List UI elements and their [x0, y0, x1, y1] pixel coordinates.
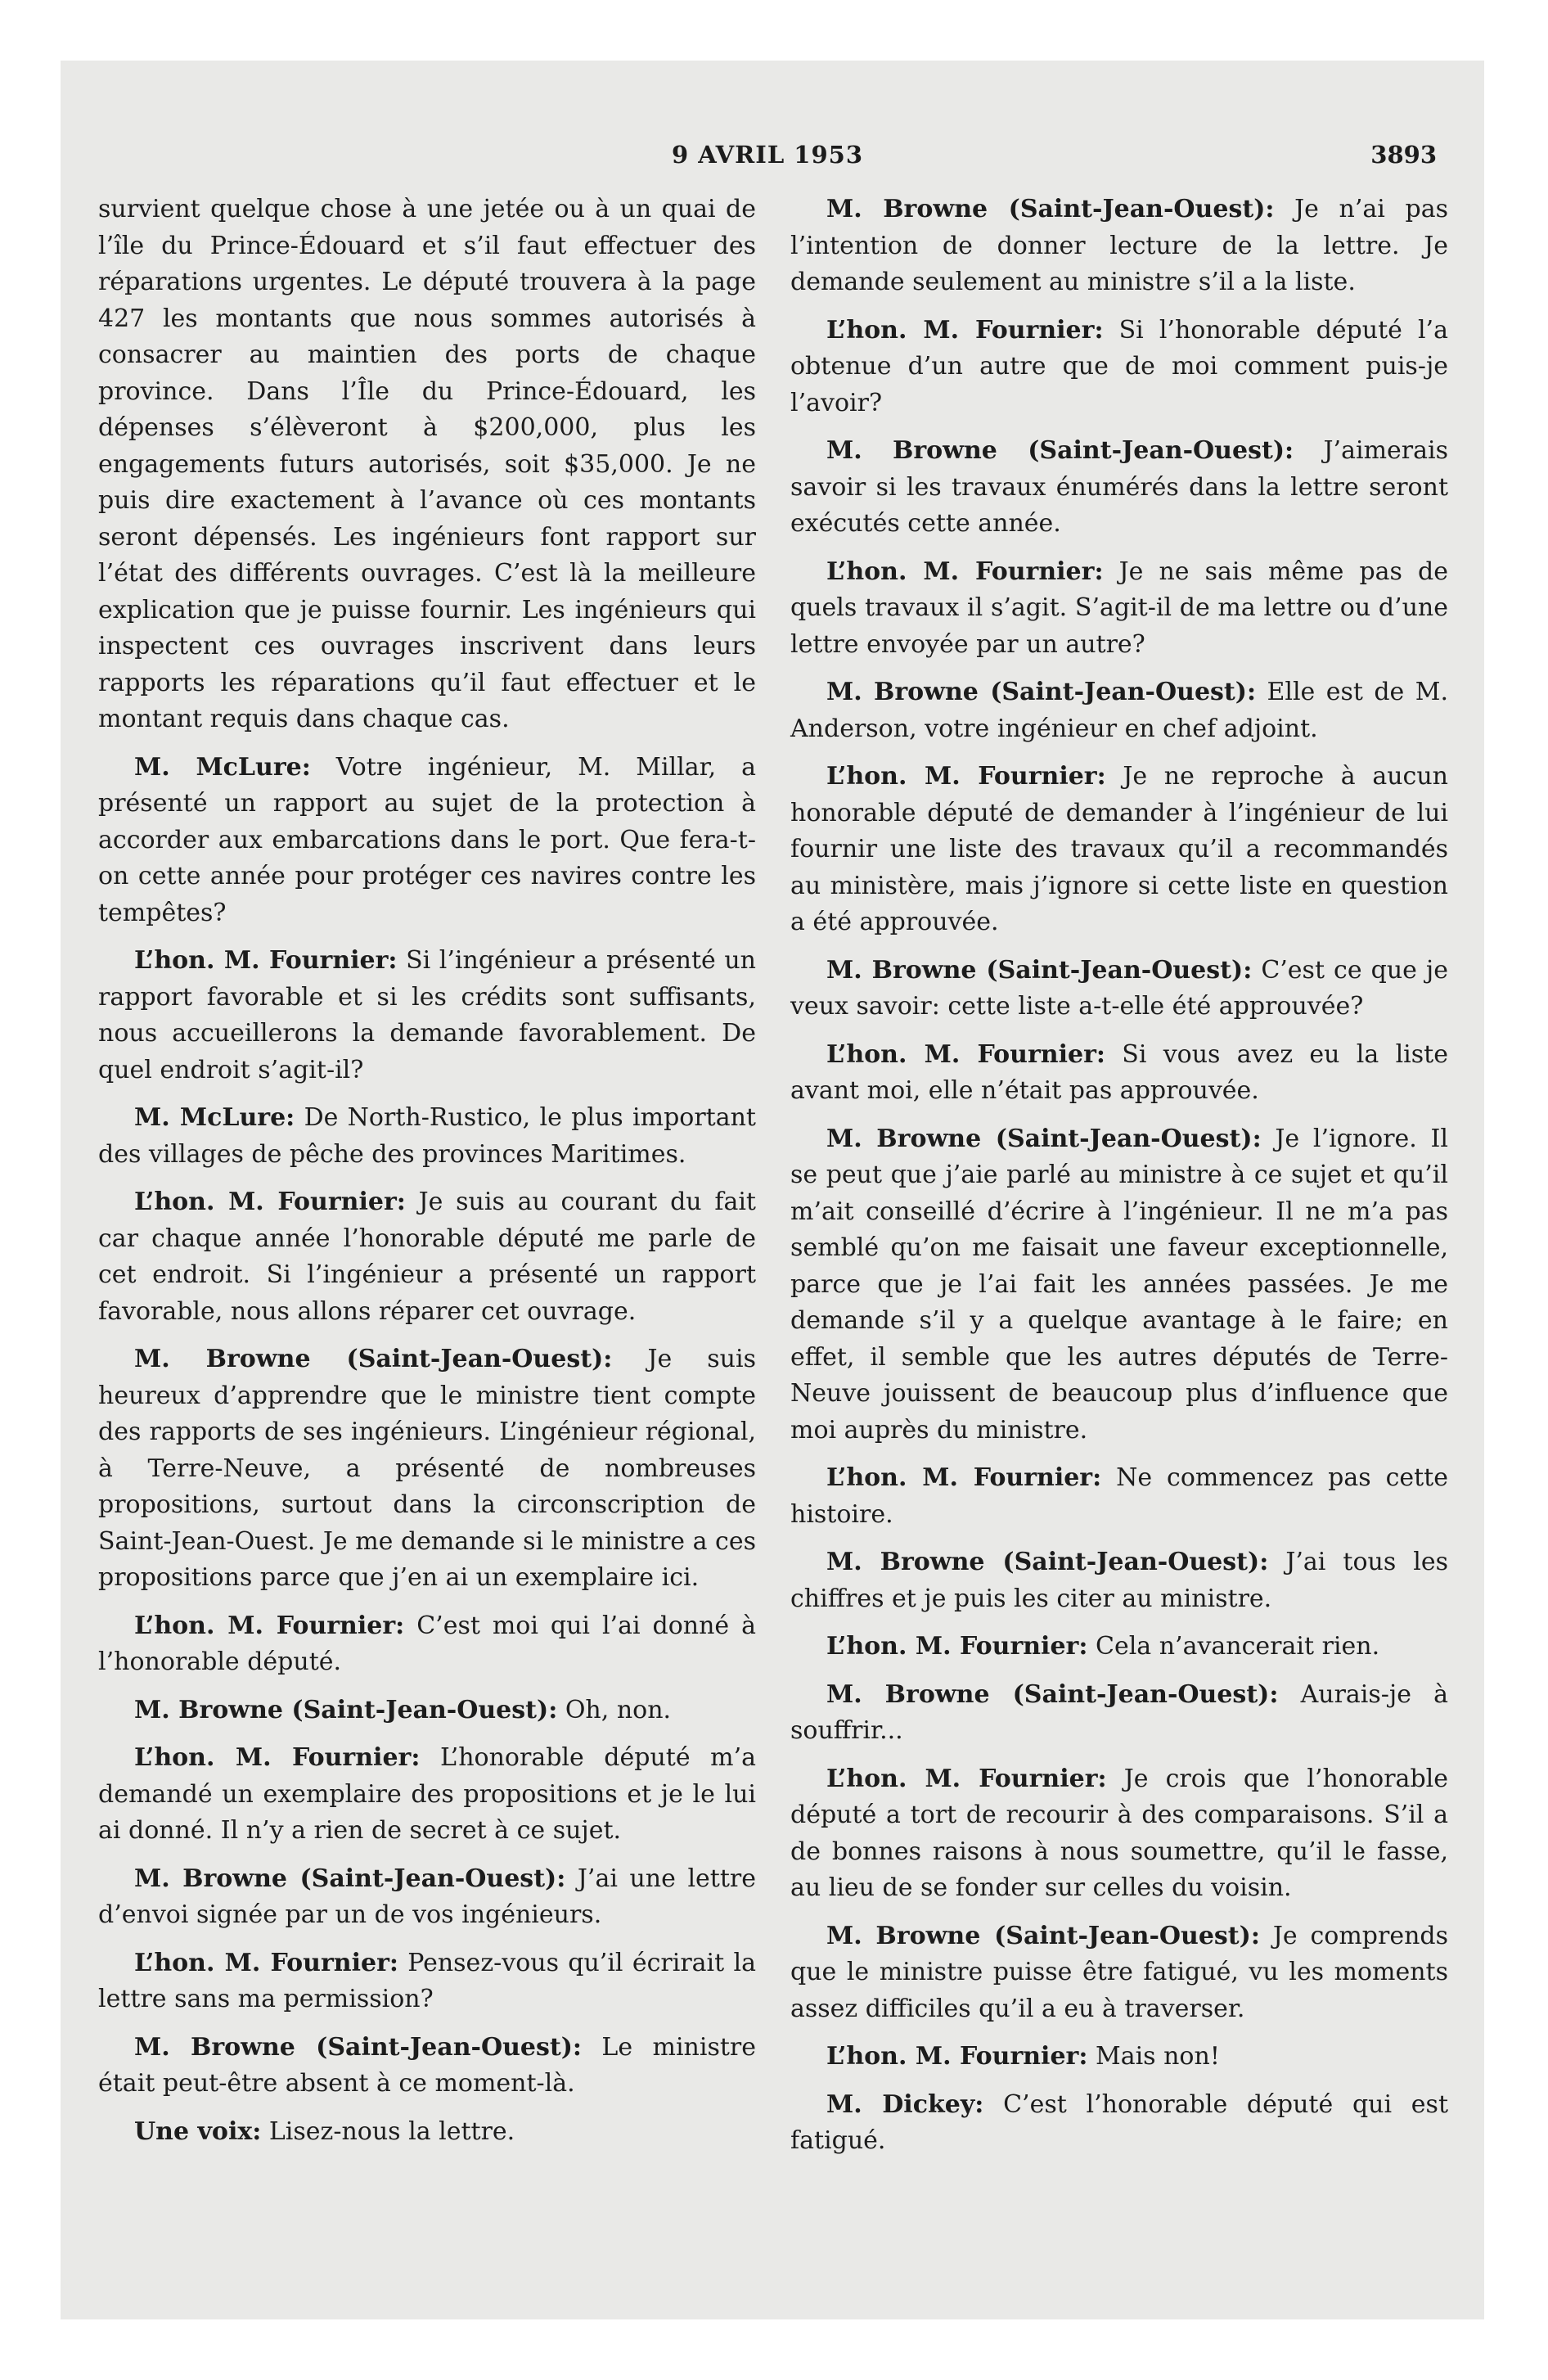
right-column — [790, 192, 1448, 2171]
speech-text: Si l’honorable député l’a obtenue d’un autre que de moi comment puis-je l’avoir? — [790, 315, 1448, 417]
debate-paragraph — [98, 1608, 756, 1681]
debate-paragraph — [98, 1341, 756, 1597]
speaker-name: M. McLure: — [134, 1103, 295, 1132]
speech-text: Cela n’avancerait rien. — [1095, 1632, 1380, 1661]
speech-text: Je ne reproche à aucun honorable député de demander à l’ingénieur de lui fournir une liste des travaux qu’il a recommandés au ministère, mais j’ignore si cette liste en question a été approuvée. — [790, 762, 1448, 936]
speech-text: J’ai une lettre d’envoi signée par un de vos ingénieurs. — [98, 1864, 756, 1929]
debate-paragraph — [790, 1677, 1448, 1750]
speaker-name: L’hon. M. Fournier: — [826, 762, 1106, 791]
debate-paragraph — [98, 2114, 756, 2151]
speech-text: Si vous avez eu la liste avant moi, elle n’était pas approuvée. — [790, 1039, 1448, 1105]
speaker-name: M. Browne (Saint-Jean-Ouest): — [134, 1695, 558, 1724]
speaker-name: M. Browne (Saint-Jean-Ouest): — [134, 2032, 583, 2062]
debate-paragraph — [98, 1693, 756, 1729]
debate-paragraph — [98, 1861, 756, 1934]
speech-text: Je l’ignore. Il se peut que j’aie parlé au ministre à ce sujet et qu’il m’ait conseillé d’écrire à l’ingénieur. Il ne m’a pas semblé qu’on me faisait une faveur exceptionnelle, parce que je l’ai fait les années passées. Je me demande s’il y a quelque avantage à le faire; en effet, il semble que les autres députés de Terre-Neuve jouissent de beaucoup plus d’influence que moi auprès du ministre. — [790, 1124, 1449, 1445]
debate-paragraph — [790, 313, 1448, 422]
page-number: 3893 — [1370, 141, 1437, 169]
speech-text: De North-Rustico, le plus important des villages de pêche des provinces Maritimes. — [98, 1103, 756, 1169]
speech-text: Mais non! — [1095, 2042, 1220, 2071]
debate-paragraph — [790, 2039, 1448, 2076]
speech-text: L’honorable député m’a demandé un exemplaire des propositions et je le lui ai donné. Il n’y a rien de secret à ce sujet. — [98, 1743, 756, 1845]
debate-paragraph — [98, 1945, 756, 2018]
debate-paragraph — [790, 1629, 1448, 1666]
debate-paragraph — [98, 1100, 756, 1173]
speaker-name: L’hon. M. Fournier: — [826, 1632, 1088, 1661]
speech-text: J’aimerais savoir si les travaux énumérés dans la lettre seront exécutés cette année. — [790, 436, 1448, 538]
speaker-name: M. Dickey: — [826, 2089, 984, 2119]
speaker-name: M. Browne (Saint-Jean-Ouest): — [134, 1864, 566, 1893]
speaker-name: L’hon. M. Fournier: — [826, 2042, 1088, 2071]
speaker-name: L’hon. M. Fournier: — [826, 1039, 1105, 1069]
speech-text: Je crois que l’honorable député a tort de recourir à des comparaisons. S’il a de bonnes raisons à nous soumettre, qu’il le fasse, au lieu de se fonder sur celles du voisin. — [790, 1764, 1448, 1902]
speech-text: Je suis au courant du fait car chaque année l’honorable député me parle de cet endroit. Si l’ingénieur a présenté un rapport favorable, nous allons réparer cet ouvrage. — [98, 1188, 756, 1326]
speech-text: Votre ingénieur, M. Millar, a présenté un rapport au sujet de la protection à accorder aux embarcations dans le port. Que fera-t-on cette année pour protéger ces navires contre les tempêtes? — [98, 752, 756, 927]
speaker-name: L’hon. M. Fournier: — [134, 1948, 398, 1977]
debate-paragraph — [790, 554, 1448, 664]
speaker-name: M. Browne (Saint-Jean-Ouest): — [826, 1548, 1269, 1576]
speaker-name: M. Browne (Saint-Jean-Ouest): — [826, 1679, 1279, 1709]
speech-text: Je comprends que le ministre puisse être fatigué, vu les moments assez difficiles qu’il a eu à traverser. — [790, 1921, 1448, 2023]
debate-paragraph — [790, 1761, 1448, 1907]
speaker-name: L’hon. M. Fournier: — [826, 1764, 1107, 1793]
speaker-name: M. Browne (Saint-Jean-Ouest): — [826, 195, 1275, 223]
speaker-name: L’hon. M. Fournier: — [134, 946, 398, 975]
left-column — [98, 192, 756, 2161]
speech-text: Elle est de M. Anderson, votre ingénieur en chef adjoint. — [790, 678, 1448, 743]
debate-paragraph — [790, 1037, 1448, 1110]
debate-paragraph — [790, 674, 1448, 747]
speech-text: survient quelque chose à une jetée ou à un quai de l’île du Prince-Édouard et s’il faut effectuer des réparations urgentes. Le député trouvera à la page 427 les montants que nous sommes autorisés à consacrer au maintien des ports de chaque province. Dans l’Île du Prince-Édouard, les dépenses s’élèveront à $200,000, plus les engagements futurs autorisés, soit $35,000. Je ne puis dire exactement à l’avance où ces montants seront dépensés. Les ingénieurs font rapport sur l’état des différents ouvrages. C’est là la meilleure explication que je puisse fournir. Les ingénieurs qui inspectent ces ouvrages inscrivent dans leurs rapports les réparations qu’il faut effectuer et le montant requis dans chaque cas. — [98, 195, 756, 733]
debate-paragraph — [98, 192, 756, 738]
speech-text: Si l’ingénieur a présenté un rapport favorable et si les crédits sont suffisants, nous accueillerons la demande favorablement. De quel endroit s’agit-il? — [98, 946, 756, 1084]
document-page — [98, 141, 1449, 2269]
speaker-name: M. Browne (Saint-Jean-Ouest): — [826, 1124, 1262, 1153]
debate-paragraph — [790, 1544, 1448, 1617]
debate-paragraph — [98, 943, 756, 1089]
debate-paragraph — [790, 2087, 1448, 2160]
header-date: 9 AVRIL 1953 — [671, 141, 864, 169]
debate-paragraph — [790, 1460, 1448, 1533]
speech-text: Le ministre était peut-être absent à ce moment-là. — [98, 2032, 757, 2098]
debate-paragraph — [98, 2030, 756, 2103]
speech-text: J’ai tous les chiffres et je puis les citer au ministre. — [790, 1548, 1448, 1613]
speech-text: Lisez-nous la lettre. — [268, 2116, 515, 2146]
speaker-name: M. Browne (Saint-Jean-Ouest): — [826, 436, 1294, 465]
speaker-name: L’hon. M. Fournier: — [134, 1188, 406, 1216]
speech-text: C’est l’honorable député qui est fatigué. — [790, 2089, 1448, 2155]
debate-paragraph — [790, 759, 1448, 941]
speaker-name: M. McLure: — [134, 752, 311, 782]
debate-paragraph — [790, 192, 1448, 301]
debate-paragraph — [790, 953, 1448, 1025]
speaker-name: M. Browne (Saint-Jean-Ouest): — [134, 1345, 613, 1373]
speech-text: C’est ce que je veux savoir: cette liste a-t-elle été approuvée? — [790, 955, 1448, 1021]
speaker-name: L’hon. M. Fournier: — [134, 1743, 421, 1772]
speaker-name: M. Browne (Saint-Jean-Ouest): — [826, 1921, 1260, 1950]
speech-text: Je suis heureux d’apprendre que le ministre tient compte des rapports de ses ingénieurs. L’ingénieur régional, à Terre-Neuve, a présenté de nombreuses propositions, surtout dans la circonscription de Saint-Jean-Ouest. Je me demande si le ministre a ces propositions parce que j’en ai un exemplaire ici. — [98, 1345, 756, 1592]
speech-text: Ne commencez pas cette histoire. — [790, 1463, 1448, 1529]
speaker-name: Une voix: — [134, 2116, 262, 2146]
speech-text: Je ne sais même pas de quels travaux il s’agit. S’agit-il de ma lettre ou d’une lettre envoyée par un autre? — [790, 557, 1448, 659]
debate-paragraph — [790, 1918, 1448, 2028]
speech-text: Pensez-vous qu’il écrirait la lettre sans ma permission? — [98, 1948, 756, 2013]
speech-text: C’est moi qui l’ai donné à l’honorable député. — [98, 1611, 756, 1676]
speech-text: Je n’ai pas l’intention de donner lecture de la lettre. Je demande seulement au ministre s’il a la liste. — [790, 195, 1448, 296]
debate-paragraph — [98, 1184, 756, 1330]
speaker-name: L’hon. M. Fournier: — [826, 315, 1104, 345]
speaker-name: M. Browne (Saint-Jean-Ouest): — [826, 955, 1253, 985]
page-header — [98, 141, 1437, 192]
speaker-name: L’hon. M. Fournier: — [826, 1463, 1102, 1492]
speech-text: Aurais-je à souffrir... — [790, 1679, 1448, 1745]
debate-paragraph — [98, 1740, 756, 1850]
speaker-name: M. Browne (Saint-Jean-Ouest): — [826, 678, 1257, 706]
speaker-name: L’hon. M. Fournier: — [134, 1611, 405, 1640]
debate-paragraph — [98, 750, 756, 932]
debate-paragraph — [790, 1121, 1448, 1449]
speaker-name: L’hon. M. Fournier: — [826, 557, 1104, 586]
speech-text: Oh, non. — [565, 1695, 672, 1724]
debate-paragraph — [790, 433, 1448, 543]
